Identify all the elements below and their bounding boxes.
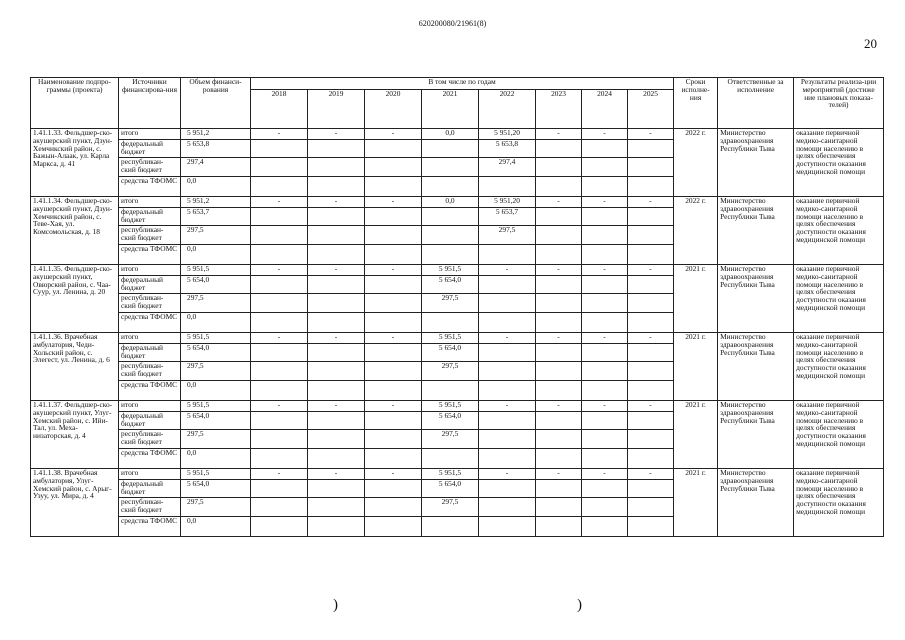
term-cell: 2021 г. [674,265,718,333]
volume-cell: 5 951,5 [181,469,251,480]
year-value-cell [365,480,422,498]
table-row [31,197,884,208]
year-value-cell [479,362,536,381]
year-value-cell: 5 951,5 [422,265,479,276]
source-cell: итого [119,333,181,344]
year-value-cell: 0,0 [422,197,479,208]
project-name-cell: 1.41.1.38. Врачебная амбулатория, Улуг-Хемский район, с. Арыг-Узуу, ул. Мира, д. 4 [31,469,119,537]
source-cell: федеральный бюджет [119,208,181,226]
volume-cell: 297,5 [181,430,251,449]
year-value-cell [536,430,582,449]
year-value-cell [479,498,536,517]
table-row [31,129,884,140]
year-value-cell [582,412,628,430]
col-header-volume: Объем финанси-рования [181,78,251,129]
year-value-cell [251,245,308,265]
year-value-cell: - [536,401,582,412]
year-value-cell [251,276,308,294]
year-value-cell [628,245,674,265]
year-value-cell [582,140,628,158]
year-value-cell [251,449,308,469]
source-cell: средства ТФОМС [119,517,181,537]
year-value-cell: - [582,469,628,480]
year-value-cell [628,517,674,537]
year-value-cell [251,140,308,158]
result-cell: оказание первичной медико-санитарной помощи населению в целях обеспечения доступности оказания медицинской помощи [794,197,884,265]
term-cell: 2021 г. [674,401,718,469]
volume-cell: 5 951,5 [181,265,251,276]
year-value-cell [365,208,422,226]
year-value-cell [628,412,674,430]
year-value-cell: 297,4 [479,158,536,177]
year-value-cell [365,381,422,401]
year-value-cell [479,344,536,362]
header-row [31,78,884,90]
source-cell: итого [119,129,181,140]
year-value-cell [536,449,582,469]
year-value-cell [582,226,628,245]
source-cell: итого [119,401,181,412]
year-header: 2019 [308,90,365,129]
year-value-cell [536,158,582,177]
year-value-cell: - [479,265,536,276]
year-value-cell [365,177,422,197]
year-value-cell [365,294,422,313]
result-cell: оказание первичной медико-санитарной помощи населению в целях обеспечения доступности оказания медицинской помощи [794,265,884,333]
year-value-cell [479,276,536,294]
project-name-cell: 1.41.1.33. Фельдшер-ско-акушерский пункт, Дзун-Хемчикский район, с. Бажын-Алаак, ул. Карла Маркса, д. 41 [31,129,119,197]
result-cell: оказание первичной медико-санитарной помощи населению в целях обеспечения доступности оказания медицинской помощи [794,469,884,537]
year-value-cell [536,276,582,294]
year-value-cell [479,412,536,430]
year-header: 2021 [422,90,479,129]
year-value-cell: - [582,197,628,208]
year-value-cell [365,158,422,177]
year-header: 2024 [582,90,628,129]
year-value-cell [251,412,308,430]
year-value-cell [365,276,422,294]
year-value-cell [479,294,536,313]
year-value-cell [536,294,582,313]
year-value-cell [422,245,479,265]
year-value-cell [628,208,674,226]
year-value-cell: 5 951,5 [422,401,479,412]
year-value-cell [479,177,536,197]
year-value-cell: 5 951,5 [422,333,479,344]
year-value-cell [628,140,674,158]
year-value-cell [365,140,422,158]
source-cell: средства ТФОМС [119,381,181,401]
year-value-cell [479,245,536,265]
year-value-cell: - [365,129,422,140]
year-value-cell [628,498,674,517]
year-value-cell [251,381,308,401]
document-id: 620200080/21961(8) [418,19,487,28]
year-value-cell [308,381,365,401]
year-value-cell: - [308,265,365,276]
volume-cell: 5 951,5 [181,401,251,412]
year-value-cell: 5 951,5 [422,469,479,480]
year-value-cell [582,480,628,498]
year-value-cell [628,480,674,498]
volume-cell: 0,0 [181,313,251,333]
year-value-cell [582,294,628,313]
source-cell: федеральный бюджет [119,344,181,362]
year-value-cell: - [308,197,365,208]
year-value-cell: - [628,265,674,276]
year-value-cell [365,226,422,245]
year-value-cell: - [536,265,582,276]
year-value-cell: 0,0 [422,129,479,140]
volume-cell: 297,4 [181,158,251,177]
source-cell: итого [119,265,181,276]
col-header-responsible: Ответственные за исполнение [718,78,794,129]
year-value-cell [582,276,628,294]
table-row [31,469,884,480]
year-value-cell [251,430,308,449]
year-value-cell: - [365,197,422,208]
year-value-cell [308,480,365,498]
source-cell: республикан-ский бюджет [119,498,181,517]
year-value-cell [582,498,628,517]
year-value-cell [365,344,422,362]
volume-cell: 5 951,5 [181,333,251,344]
year-value-cell: 297,5 [422,294,479,313]
year-value-cell [365,517,422,537]
year-value-cell [582,430,628,449]
year-value-cell [251,517,308,537]
year-value-cell [479,449,536,469]
volume-cell: 5 653,8 [181,140,251,158]
volume-cell: 0,0 [181,177,251,197]
year-value-cell [422,226,479,245]
col-header-results: Результаты реализа-ции мероприятий (достиже ние плановых показа-телей) [794,78,884,129]
year-value-cell [308,313,365,333]
year-value-cell [251,294,308,313]
year-value-cell [582,208,628,226]
source-cell: республикан-ский бюджет [119,226,181,245]
year-value-cell: - [536,333,582,344]
year-value-cell [365,313,422,333]
volume-cell: 297,5 [181,498,251,517]
year-value-cell [422,517,479,537]
source-cell: итого [119,469,181,480]
year-value-cell: - [628,469,674,480]
year-value-cell [422,177,479,197]
year-value-cell [251,480,308,498]
source-cell: республикан-ский бюджет [119,430,181,449]
year-value-cell [251,208,308,226]
year-header: 2022 [479,90,536,129]
volume-cell: 5 654,0 [181,276,251,294]
responsible-cell: Министерство здравоохранения Республики Тыва [718,129,794,197]
year-value-cell [628,226,674,245]
year-value-cell [536,245,582,265]
responsible-cell: Министерство здравоохранения Республики Тыва [718,401,794,469]
source-cell: республикан-ский бюджет [119,294,181,313]
year-value-cell [422,208,479,226]
year-value-cell [251,226,308,245]
result-cell: оказание первичной медико-санитарной помощи населению в целях обеспечения доступности оказания медицинской помощи [794,401,884,469]
term-cell: 2021 г. [674,333,718,401]
footer-mark: ) [333,597,338,613]
year-value-cell [308,208,365,226]
year-value-cell: - [251,401,308,412]
year-value-cell: - [479,401,536,412]
year-value-cell [582,158,628,177]
col-header-terms: Сроки исполне-ния [674,78,718,129]
year-value-cell [251,362,308,381]
year-value-cell [308,245,365,265]
term-cell: 2021 г. [674,469,718,537]
year-value-cell: - [536,197,582,208]
year-value-cell: 297,5 [422,430,479,449]
year-value-cell [628,449,674,469]
source-cell: республикан-ский бюджет [119,362,181,381]
year-value-cell: - [365,401,422,412]
source-cell: федеральный бюджет [119,412,181,430]
year-value-cell [251,313,308,333]
year-header: 2025 [628,90,674,129]
year-value-cell [365,498,422,517]
year-value-cell: - [308,129,365,140]
year-value-cell: - [251,333,308,344]
year-value-cell [628,381,674,401]
year-value-cell [308,449,365,469]
year-value-cell: - [628,333,674,344]
source-cell: средства ТФОМС [119,177,181,197]
page-number: 20 [864,36,877,51]
year-value-cell: - [628,401,674,412]
year-value-cell: - [479,469,536,480]
year-value-cell [308,226,365,245]
year-value-cell [628,276,674,294]
project-name-cell: 1.41.1.37. Фельдшер-ско-акушерский пункт, Улуг-Хемский район, с. Ийи-Тал, ул. Меха-низаторская, д. 4 [31,401,119,469]
year-value-cell: 5 654,0 [422,344,479,362]
year-value-cell: - [582,129,628,140]
year-value-cell [536,517,582,537]
year-value-cell [308,430,365,449]
year-value-cell [536,412,582,430]
year-value-cell [628,294,674,313]
year-value-cell [536,226,582,245]
year-value-cell [308,517,365,537]
col-header-by-years: В том числе по годам [251,78,674,90]
year-value-cell [582,245,628,265]
year-value-cell: - [251,197,308,208]
year-header: 2023 [536,90,582,129]
project-name-cell: 1.41.1.36. Врачебная амбулатория, Чеди-Хольский район, с. Элегест, ул. Ленина, д. 6 [31,333,119,401]
year-value-cell: - [582,401,628,412]
year-value-cell: - [536,129,582,140]
volume-cell: 0,0 [181,245,251,265]
year-value-cell [479,517,536,537]
year-value-cell: - [628,197,674,208]
year-value-cell [536,208,582,226]
year-value-cell [308,140,365,158]
year-value-cell [628,344,674,362]
year-value-cell: 5 654,0 [422,412,479,430]
year-value-cell: 5 951,20 [479,197,536,208]
source-cell: средства ТФОМС [119,449,181,469]
year-value-cell [308,294,365,313]
year-value-cell [479,381,536,401]
year-value-cell [536,313,582,333]
year-value-cell [582,517,628,537]
volume-cell: 297,5 [181,362,251,381]
volume-cell: 297,5 [181,226,251,245]
col-header-name: Наименование подпро-граммы (проекта) [31,78,119,129]
volume-cell: 0,0 [181,381,251,401]
project-name-cell: 1.41.1.35. Фельдшер-ско-акушерский пункт, Овюрский район, с. Чаа-Суур, ул. Ленина, д. 20 [31,265,119,333]
year-value-cell [422,158,479,177]
year-value-cell [628,313,674,333]
volume-cell: 5 654,0 [181,344,251,362]
financing-table [30,77,884,537]
responsible-cell: Министерство здравоохранения Республики Тыва [718,469,794,537]
year-value-cell: - [308,401,365,412]
year-value-cell [308,344,365,362]
year-value-cell [422,381,479,401]
year-value-cell [628,158,674,177]
year-value-cell [582,449,628,469]
table-row [31,333,884,344]
year-value-cell: 297,5 [422,362,479,381]
year-value-cell: - [536,469,582,480]
year-value-cell [536,177,582,197]
year-value-cell [308,177,365,197]
year-value-cell [628,177,674,197]
year-value-cell [365,362,422,381]
source-cell: федеральный бюджет [119,140,181,158]
responsible-cell: Министерство здравоохранения Республики Тыва [718,265,794,333]
volume-cell: 5 951,2 [181,197,251,208]
year-value-cell [308,362,365,381]
year-header: 2018 [251,90,308,129]
year-value-cell: - [251,469,308,480]
year-value-cell [536,498,582,517]
responsible-cell: Министерство здравоохранения Республики Тыва [718,333,794,401]
result-cell: оказание первичной медико-санитарной помощи населению в целях обеспечения доступности оказания медицинской помощи [794,333,884,401]
result-cell: оказание первичной медико-санитарной помощи населению в целях обеспечения доступности оказания медицинской помощи [794,129,884,197]
year-value-cell: 5 653,8 [479,140,536,158]
term-cell: 2022 г. [674,197,718,265]
year-value-cell [308,276,365,294]
source-cell: республикан-ский бюджет [119,158,181,177]
year-value-cell: - [479,333,536,344]
year-value-cell: 5 654,0 [422,480,479,498]
year-value-cell [536,344,582,362]
year-value-cell [582,177,628,197]
year-value-cell [251,158,308,177]
volume-cell: 5 654,0 [181,480,251,498]
source-cell: средства ТФОМС [119,313,181,333]
table-row [31,401,884,412]
year-value-cell [251,498,308,517]
year-value-cell [365,430,422,449]
year-value-cell: 5 653,7 [479,208,536,226]
source-cell: средства ТФОМС [119,245,181,265]
footer-mark: ) [577,597,582,613]
project-name-cell: 1.41.1.34. Фельдшер-ско-акушерский пункт, Дзун-Хемчикский район, с. Теве-Хая, ул. Комсомольская, д. 18 [31,197,119,265]
source-cell: федеральный бюджет [119,276,181,294]
year-value-cell [308,158,365,177]
year-value-cell: - [582,333,628,344]
year-header: 2020 [365,90,422,129]
year-value-cell [308,412,365,430]
year-value-cell [422,449,479,469]
year-value-cell [536,140,582,158]
table-row [31,265,884,276]
year-value-cell [365,412,422,430]
year-value-cell [422,313,479,333]
year-value-cell [582,313,628,333]
year-value-cell [582,362,628,381]
year-value-cell [628,430,674,449]
year-value-cell: 5 654,0 [422,276,479,294]
year-value-cell [422,140,479,158]
volume-cell: 297,5 [181,294,251,313]
year-value-cell [251,177,308,197]
year-value-cell: 5 951,20 [479,129,536,140]
volume-cell: 0,0 [181,449,251,469]
year-value-cell [582,344,628,362]
year-value-cell [628,362,674,381]
year-value-cell [308,498,365,517]
year-value-cell: 297,5 [479,226,536,245]
year-value-cell [365,449,422,469]
responsible-cell: Министерство здравоохранения Республики Тыва [718,197,794,265]
year-value-cell: - [251,129,308,140]
year-value-cell: 297,5 [422,498,479,517]
year-value-cell: - [365,265,422,276]
year-value-cell [536,480,582,498]
year-value-cell [536,381,582,401]
volume-cell: 5 654,0 [181,412,251,430]
year-value-cell: - [308,469,365,480]
col-header-sources: Источники финансирова-ния [119,78,181,129]
year-value-cell [479,480,536,498]
year-value-cell [479,430,536,449]
volume-cell: 5 653,7 [181,208,251,226]
year-value-cell: - [628,129,674,140]
volume-cell: 5 951,2 [181,129,251,140]
source-cell: федеральный бюджет [119,480,181,498]
year-value-cell: - [365,333,422,344]
year-value-cell [365,245,422,265]
year-value-cell [251,344,308,362]
year-value-cell: - [251,265,308,276]
volume-cell: 0,0 [181,517,251,537]
year-value-cell [582,381,628,401]
year-value-cell: - [308,333,365,344]
year-value-cell: - [582,265,628,276]
year-value-cell [479,313,536,333]
source-cell: итого [119,197,181,208]
year-value-cell: - [365,469,422,480]
year-value-cell [536,362,582,381]
term-cell: 2022 г. [674,129,718,197]
